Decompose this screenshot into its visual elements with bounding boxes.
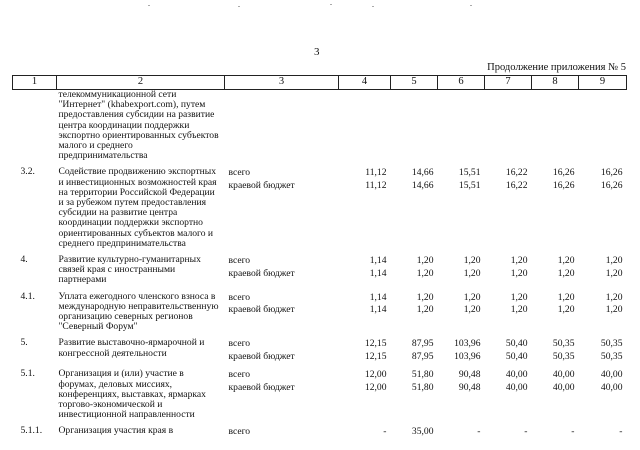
amount-value: 1,14 xyxy=(369,267,387,279)
column-header: 9 xyxy=(579,76,627,90)
funding-source: всего xyxy=(228,338,251,350)
amount-value: 16,26 xyxy=(600,167,623,179)
item-description-cell xyxy=(57,161,225,249)
table-row xyxy=(13,161,627,249)
value-cell xyxy=(391,332,438,363)
value-cell xyxy=(485,161,532,249)
table-body xyxy=(13,90,627,439)
amount-value: 35,00 xyxy=(411,426,434,438)
value-cell xyxy=(532,332,579,363)
item-description: Содействие продвижению экспортных и инвестиционных возможностей края на территории Российской Федерации и за рубежом путем предоставления субсидии на развитие центра координации поддержки экспортно ориентированных субъектов малого и среднего предпринимательства xyxy=(58,166,217,249)
amount-value: 1,20 xyxy=(463,267,481,279)
item-code xyxy=(13,90,57,162)
value-cell xyxy=(579,420,627,439)
funding-source: всего xyxy=(228,369,251,381)
amount-value: 1,20 xyxy=(605,267,623,279)
amount-value: 1,20 xyxy=(416,267,434,279)
item-code: 5.1.1. xyxy=(20,425,43,437)
funding-source: краевой бюджет xyxy=(228,304,295,316)
amount-value: 1,20 xyxy=(557,255,575,267)
column-number-row xyxy=(13,76,627,90)
funding-source-cell xyxy=(225,249,339,286)
amount-value: 16,22 xyxy=(505,179,528,191)
amount-value: 1,20 xyxy=(605,255,623,267)
value-cell xyxy=(391,363,438,420)
item-description: Организация участия края в xyxy=(58,425,174,437)
amount-value: 1,20 xyxy=(605,304,623,316)
value-cell xyxy=(438,286,485,333)
value-cell xyxy=(339,363,391,420)
amount-value: 14,66 xyxy=(411,167,434,179)
amount-value: 1,20 xyxy=(510,267,528,279)
column-header: 1 xyxy=(13,76,57,90)
item-description-cell xyxy=(57,90,225,162)
amount-value: 12,00 xyxy=(364,381,387,393)
amount-value: 40,00 xyxy=(600,381,623,393)
value-cell xyxy=(579,90,627,162)
amount-value: 90,48 xyxy=(458,369,481,381)
amount-value: 1,14 xyxy=(369,291,387,303)
amount-value: 11,12 xyxy=(365,167,387,179)
value-cell xyxy=(579,332,627,363)
amount-value: 50,40 xyxy=(505,338,528,350)
item-description: Организация и (или) участие в форумах, деловых миссиях, конференциях, выставках, ярмарках торгово-экономической и инвестиционной направленности xyxy=(58,368,206,421)
amount-value: 103,96 xyxy=(454,350,481,362)
value-cell xyxy=(438,90,485,162)
amount-value: 40,00 xyxy=(552,369,575,381)
funding-source-cell xyxy=(225,90,339,162)
value-cell xyxy=(391,420,438,439)
amount-value: 50,35 xyxy=(552,338,575,350)
funding-source-cell xyxy=(225,286,339,333)
scan-specks xyxy=(0,4,640,10)
table-row xyxy=(13,332,627,363)
value-cell xyxy=(579,161,627,249)
item-description-cell xyxy=(57,249,225,286)
value-cell xyxy=(391,249,438,286)
item-description-cell xyxy=(57,332,225,363)
amount-value: 87,95 xyxy=(411,338,434,350)
value-cell xyxy=(485,90,532,162)
value-cell xyxy=(485,363,532,420)
value-cell xyxy=(391,90,438,162)
amount-value: - xyxy=(619,426,623,438)
item-description-cell xyxy=(57,420,225,439)
funding-source-cell xyxy=(225,420,339,439)
funding-source: краевой бюджет xyxy=(228,350,295,362)
column-header: 3 xyxy=(225,76,339,90)
funding-source-cell xyxy=(225,363,339,420)
item-description: телекоммуникационной сети "Интернет" (khabexport.com), путем предоставления субсидии на развитие центра координации поддержки экспортно ориентированных субъектов малого и среднего предпринимательства xyxy=(58,89,219,162)
value-cell xyxy=(579,249,627,286)
amount-value: 50,35 xyxy=(600,338,623,350)
amount-value: 1,20 xyxy=(605,291,623,303)
item-description: Развитие культурно-гуманитарных связей края с иностранными партнерами xyxy=(58,254,201,286)
table-row xyxy=(13,286,627,333)
funding-source: краевой бюджет xyxy=(228,381,295,393)
amount-value: 1,20 xyxy=(416,255,434,267)
amount-value: 40,00 xyxy=(505,369,528,381)
amount-value: 12,00 xyxy=(364,369,387,381)
value-cell xyxy=(438,161,485,249)
amount-value: 12,15 xyxy=(364,350,387,362)
value-cell xyxy=(579,363,627,420)
item-code: 3.2. xyxy=(20,166,35,178)
amount-value: 40,00 xyxy=(552,381,575,393)
table-row xyxy=(13,363,627,420)
value-cell xyxy=(532,90,579,162)
amount-value: 15,51 xyxy=(458,179,481,191)
funding-source: всего xyxy=(228,255,251,267)
amount-value: 103,96 xyxy=(454,338,481,350)
value-cell xyxy=(485,249,532,286)
amount-value: - xyxy=(383,426,387,438)
funding-source-cell xyxy=(225,161,339,249)
value-cell xyxy=(339,286,391,333)
amount-value: 1,20 xyxy=(416,291,434,303)
amount-value: 1,14 xyxy=(369,255,387,267)
column-header: 4 xyxy=(339,76,391,90)
amount-value: 1,20 xyxy=(557,267,575,279)
amount-value: 1,20 xyxy=(510,255,528,267)
value-cell xyxy=(532,363,579,420)
item-description-cell xyxy=(57,286,225,333)
value-cell xyxy=(339,249,391,286)
column-header: 6 xyxy=(438,76,485,90)
amount-value: 1,20 xyxy=(557,291,575,303)
amount-value: 40,00 xyxy=(600,369,623,381)
amount-value: 87,95 xyxy=(411,350,434,362)
funding-source: краевой бюджет xyxy=(228,179,295,191)
page-number: 3 xyxy=(314,46,320,58)
amount-value: 90,48 xyxy=(458,381,481,393)
item-description-cell xyxy=(57,363,225,420)
appendix-continuation-note: Продолжение приложения № 5 xyxy=(487,62,626,73)
value-cell xyxy=(532,161,579,249)
value-cell xyxy=(485,420,532,439)
item-code: 4.1. xyxy=(20,290,35,302)
table-row xyxy=(13,249,627,286)
amount-value: 1,20 xyxy=(463,291,481,303)
value-cell xyxy=(391,286,438,333)
value-cell xyxy=(532,420,579,439)
amount-value: 1,20 xyxy=(510,304,528,316)
amount-value: - xyxy=(524,426,528,438)
amount-value: 50,35 xyxy=(600,350,623,362)
value-cell xyxy=(438,420,485,439)
item-description: Уплата ежегодного членского взноса в международную неправительственную организацию северных регионов "Северный Форум" xyxy=(58,290,219,333)
funding-source: всего xyxy=(228,291,251,303)
value-cell xyxy=(438,332,485,363)
value-cell xyxy=(339,420,391,439)
amount-value: 1,20 xyxy=(557,304,575,316)
funding-source: всего xyxy=(228,426,251,438)
amount-value: 16,22 xyxy=(505,167,528,179)
item-description: Развитие выставочно-ярмарочной и конгрессной деятельности xyxy=(58,337,205,359)
amount-value: 16,26 xyxy=(600,179,623,191)
value-cell xyxy=(485,286,532,333)
amount-value: - xyxy=(477,426,481,438)
value-cell xyxy=(485,332,532,363)
value-cell xyxy=(339,161,391,249)
column-header: 8 xyxy=(532,76,579,90)
amount-value: - xyxy=(571,426,575,438)
amount-value: 1,20 xyxy=(416,304,434,316)
item-code: 4. xyxy=(20,254,28,266)
value-cell xyxy=(532,286,579,333)
item-code: 5. xyxy=(20,337,28,349)
column-header: 2 xyxy=(57,76,225,90)
amount-value: 12,15 xyxy=(364,338,387,350)
amount-value: 51,80 xyxy=(411,381,434,393)
amount-value: 40,00 xyxy=(505,381,528,393)
value-cell xyxy=(339,332,391,363)
funding-source: краевой бюджет xyxy=(228,267,295,279)
funding-source-cell xyxy=(225,332,339,363)
item-code: 5.1. xyxy=(20,368,35,380)
column-header: 5 xyxy=(391,76,438,90)
amount-value: 51,80 xyxy=(411,369,434,381)
value-cell xyxy=(339,90,391,162)
table-row xyxy=(13,420,627,439)
value-cell xyxy=(391,161,438,249)
amount-value: 50,40 xyxy=(505,350,528,362)
amount-value: 1,20 xyxy=(463,255,481,267)
value-cell xyxy=(579,286,627,333)
amount-value: 16,26 xyxy=(552,179,575,191)
amount-value: 50,35 xyxy=(552,350,575,362)
amount-value: 1,20 xyxy=(463,304,481,316)
value-cell xyxy=(532,249,579,286)
table-row xyxy=(13,90,627,162)
amount-value: 11,12 xyxy=(365,179,387,191)
value-cell xyxy=(438,363,485,420)
amount-value: 1,14 xyxy=(369,304,387,316)
amount-value: 1,20 xyxy=(510,291,528,303)
amount-value: 16,26 xyxy=(552,167,575,179)
amount-value: 14,66 xyxy=(411,179,434,191)
amount-value: 15,51 xyxy=(458,167,481,179)
column-header: 7 xyxy=(485,76,532,90)
funding-source: всего xyxy=(228,167,251,179)
budget-table xyxy=(12,75,627,439)
value-cell xyxy=(438,249,485,286)
